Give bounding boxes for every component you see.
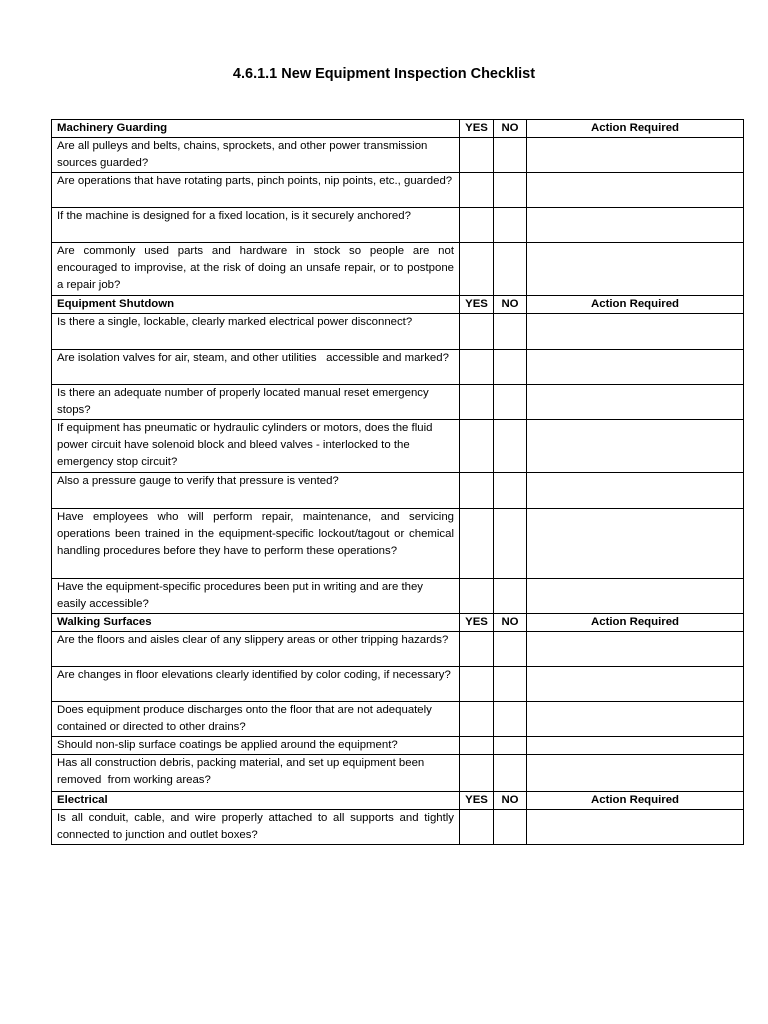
yes-column-header: YES bbox=[460, 792, 494, 810]
action-required-column-header: Action Required bbox=[527, 792, 744, 810]
checklist-row bbox=[52, 420, 744, 473]
no-cell[interactable] bbox=[494, 667, 527, 702]
yes-cell[interactable] bbox=[460, 509, 494, 579]
yes-cell[interactable] bbox=[460, 737, 494, 755]
question-text: Are operations that have rotating parts, pinch points, nip points, etc., guarded? bbox=[52, 173, 460, 208]
checklist-row bbox=[52, 509, 744, 579]
question-text: Also a pressure gauge to verify that pressure is vented? bbox=[52, 473, 460, 509]
action-required-cell[interactable] bbox=[527, 385, 744, 420]
action-required-cell[interactable] bbox=[527, 737, 744, 755]
action-required-cell[interactable] bbox=[527, 208, 744, 243]
checklist-row bbox=[52, 667, 744, 702]
page-title: 4.6.1.1 New Equipment Inspection Checklist bbox=[232, 66, 536, 82]
section-header-electrical bbox=[52, 792, 744, 810]
no-cell[interactable] bbox=[494, 632, 527, 667]
no-cell[interactable] bbox=[494, 208, 527, 243]
yes-cell[interactable] bbox=[460, 385, 494, 420]
no-cell[interactable] bbox=[494, 737, 527, 755]
action-required-column-header: Action Required bbox=[527, 614, 744, 632]
action-required-cell[interactable] bbox=[527, 138, 744, 173]
action-required-cell[interactable] bbox=[527, 350, 744, 385]
no-column-header: NO bbox=[494, 120, 527, 138]
checklist-row bbox=[52, 208, 744, 243]
question-text: Is all conduit, cable, and wire properly attached to all supports and tightly connected to junction and outlet boxes? bbox=[52, 810, 460, 845]
checklist-row bbox=[52, 810, 744, 845]
section-header-walking-surfaces bbox=[52, 614, 744, 632]
yes-cell[interactable] bbox=[460, 420, 494, 473]
section-title: Machinery Guarding bbox=[52, 120, 460, 138]
yes-cell[interactable] bbox=[460, 473, 494, 509]
no-cell[interactable] bbox=[494, 810, 527, 845]
action-required-cell[interactable] bbox=[527, 509, 744, 579]
yes-cell[interactable] bbox=[460, 667, 494, 702]
question-text: Are isolation valves for air, steam, and other utilities accessible and marked? bbox=[52, 350, 460, 385]
checklist-row bbox=[52, 632, 744, 667]
question-text: Has all construction debris, packing material, and set up equipment been removed from working areas? bbox=[52, 755, 460, 792]
no-cell[interactable] bbox=[494, 420, 527, 473]
yes-cell[interactable] bbox=[460, 173, 494, 208]
no-column-header: NO bbox=[494, 614, 527, 632]
action-required-cell[interactable] bbox=[527, 632, 744, 667]
checklist-row bbox=[52, 755, 744, 792]
yes-column-header: YES bbox=[460, 296, 494, 314]
checklist-row bbox=[52, 138, 744, 173]
section-title: Equipment Shutdown bbox=[52, 296, 460, 314]
action-required-cell[interactable] bbox=[527, 173, 744, 208]
yes-cell[interactable] bbox=[460, 138, 494, 173]
question-text: Does equipment produce discharges onto the floor that are not adequately contained or directed to other drains? bbox=[52, 702, 460, 737]
question-text: Are commonly used parts and hardware in stock so people are not encouraged to improvise, at the risk of doing an unsafe repair, or to postpone a repair job? bbox=[52, 243, 460, 296]
action-required-column-header: Action Required bbox=[527, 296, 744, 314]
yes-cell[interactable] bbox=[460, 243, 494, 296]
section-header-equipment-shutdown bbox=[52, 296, 744, 314]
question-text: Have the equipment-specific procedures been put in writing and are they easily accessible? bbox=[52, 579, 460, 614]
yes-cell[interactable] bbox=[460, 350, 494, 385]
action-required-cell[interactable] bbox=[527, 473, 744, 509]
no-column-header: NO bbox=[494, 792, 527, 810]
action-required-column-header: Action Required bbox=[527, 120, 744, 138]
no-cell[interactable] bbox=[494, 350, 527, 385]
yes-cell[interactable] bbox=[460, 702, 494, 737]
question-text: Is there a single, lockable, clearly marked electrical power disconnect? bbox=[52, 314, 460, 350]
yes-cell[interactable] bbox=[460, 579, 494, 614]
action-required-cell[interactable] bbox=[527, 702, 744, 737]
yes-cell[interactable] bbox=[460, 314, 494, 350]
action-required-cell[interactable] bbox=[527, 810, 744, 845]
no-cell[interactable] bbox=[494, 473, 527, 509]
action-required-cell[interactable] bbox=[527, 243, 744, 296]
no-cell[interactable] bbox=[494, 509, 527, 579]
action-required-cell[interactable] bbox=[527, 420, 744, 473]
question-text: Are the floors and aisles clear of any slippery areas or other tripping hazards? bbox=[52, 632, 460, 667]
yes-column-header: YES bbox=[460, 120, 494, 138]
no-cell[interactable] bbox=[494, 138, 527, 173]
checklist-row bbox=[52, 579, 744, 614]
checklist-row bbox=[52, 350, 744, 385]
question-text: Have employees who will perform repair, maintenance, and servicing operations been trained in the equipment-specific lockout/tagout or chemical handling procedures before they have to perform these operations? bbox=[52, 509, 460, 579]
no-column-header: NO bbox=[494, 296, 527, 314]
checklist-row bbox=[52, 737, 744, 755]
section-title: Electrical bbox=[52, 792, 460, 810]
action-required-cell[interactable] bbox=[527, 667, 744, 702]
question-text: Are all pulleys and belts, chains, sprockets, and other power transmission sources guarded? bbox=[52, 138, 460, 173]
no-cell[interactable] bbox=[494, 243, 527, 296]
question-text: If the machine is designed for a fixed location, is it securely anchored? bbox=[52, 208, 460, 243]
question-text: If equipment has pneumatic or hydraulic cylinders or motors, does the fluid power circuit have solenoid block and bleed valves - interlocked to the emergency stop circuit? bbox=[52, 420, 460, 473]
no-cell[interactable] bbox=[494, 702, 527, 737]
checklist-row bbox=[52, 173, 744, 208]
section-header-machinery-guarding bbox=[52, 120, 744, 138]
action-required-cell[interactable] bbox=[527, 579, 744, 614]
yes-cell[interactable] bbox=[460, 755, 494, 792]
checklist-row bbox=[52, 314, 744, 350]
action-required-cell[interactable] bbox=[527, 314, 744, 350]
yes-cell[interactable] bbox=[460, 208, 494, 243]
yes-cell[interactable] bbox=[460, 632, 494, 667]
question-text: Should non-slip surface coatings be applied around the equipment? bbox=[52, 737, 460, 755]
section-title: Walking Surfaces bbox=[52, 614, 460, 632]
checklist-row bbox=[52, 385, 744, 420]
no-cell[interactable] bbox=[494, 755, 527, 792]
yes-column-header: YES bbox=[460, 614, 494, 632]
checklist-row bbox=[52, 243, 744, 296]
yes-cell[interactable] bbox=[460, 810, 494, 845]
checklist-row bbox=[52, 473, 744, 509]
no-cell[interactable] bbox=[494, 579, 527, 614]
no-cell[interactable] bbox=[494, 385, 527, 420]
inspection-checklist-table bbox=[51, 119, 744, 845]
no-cell[interactable] bbox=[494, 314, 527, 350]
question-text: Are changes in floor elevations clearly identified by color coding, if necessary? bbox=[52, 667, 460, 702]
action-required-cell[interactable] bbox=[527, 755, 744, 792]
checklist-row bbox=[52, 702, 744, 737]
no-cell[interactable] bbox=[494, 173, 527, 208]
question-text: Is there an adequate number of properly located manual reset emergency stops? bbox=[52, 385, 460, 420]
